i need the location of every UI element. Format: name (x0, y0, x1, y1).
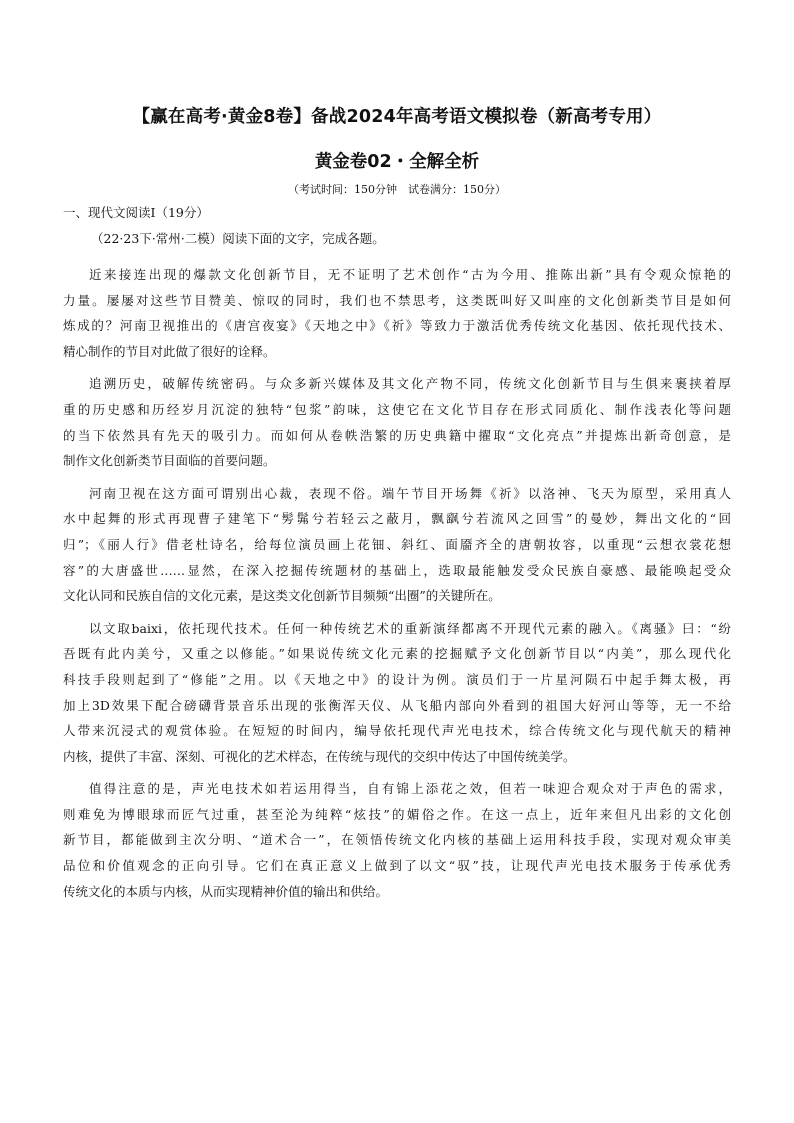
paragraph-line: 近来接连出现的爆款文化创新节目，无不证明了艺术创作“古为今用、推陈出新”具有令观众惊艳的 (89, 267, 731, 282)
paragraph-1 (63, 262, 731, 364)
paragraph-line: 归”；《丽人行》借老杜诗名，给每位演员画上花钿、斜红、面靥齐全的唐朝妆容，以重现“云想衣裳花想 (63, 536, 731, 552)
paragraph-line: 科技手段则起到了“修能”之用。以《天地之中》的设计为例。演员们于一片星河陨石中起手舞太极，再 (63, 671, 731, 687)
document-subtitle: 黄金卷02・全解全析 (314, 152, 480, 172)
document-title: 【赢在高考·黄金8卷】备战2024年高考语文模拟卷（新高考专用） (132, 107, 662, 127)
paragraph-line: 力量。屡屡对这些节目赞美、惊叹的同时，我们也不禁思考，这类既叫好又叫座的文化创新类节目是如何 (63, 292, 731, 308)
paragraph-line: 加上3D效果下配合磅礴背景音乐出现的张衡浑天仪、从飞船内部向外看到的祖国大好河山等等，无一不给 (63, 697, 731, 713)
question-source: （22·23下·常州·二模）阅读下面的文字，完成各题。 (91, 231, 385, 246)
paragraph-line: 水中起舞的形式再现曹子建笔下“髣髴兮若轻云之蔽月，飘飖兮若流风之回雪”的曼妙，舞出文化的“回 (63, 511, 731, 527)
paragraph-line: 重的历史感和历经岁月沉淀的独特“包浆”韵味，这使它在文化节目存在形式同质化、制作浅表化等问题 (63, 401, 731, 417)
paragraph-line: 精心制作的节目对此做了很好的诠释。 (63, 343, 276, 359)
paragraph-line: 内核，提供了丰富、深刻、可视化的艺术样态，在传统与现代的交织中传达了中国传统美学。 (63, 748, 576, 764)
paragraph-line: 以文取baixi，依托现代技术。任何一种传统艺术的重新演绎都离不开现代元素的融入。《离骚》曰：“纷 (89, 620, 731, 636)
paragraph-line: 的当下依然具有先天的吸引力。而如何从卷帙浩繁的历史典籍中擢取“文化亮点”并提炼出新奇创意，是 (63, 427, 731, 443)
paragraph-line: 值得注意的是，声光电技术如若运用得当，自有锦上添花之效，但若一味迎合观众对于声色的需求， (89, 781, 731, 797)
paragraph-line: 制作文化创新类节目面临的首要问题。 (63, 453, 276, 469)
paragraph-4 (63, 616, 731, 770)
paragraph-line: 则难免为博眼球而匠气过重，甚至沦为纯粹“炫技”的媚俗之作。在这一点上，近年来但凡出彩的文化创 (63, 806, 731, 822)
section-heading: 一、现代文阅读Ⅰ（19分） (63, 205, 209, 220)
paragraph-line: 传统文化的本质与内核，从而实现精神价值的输出和供给。 (63, 883, 389, 899)
reading-passage (63, 262, 731, 911)
paragraph-line: 品位和价值观念的正向引导。它们在真正意义上做到了以文“驭”技，让现代声光电技术服务于传承优秀 (63, 858, 731, 874)
paragraph-3 (63, 481, 731, 609)
paragraph-line: 追溯历史，破解传统密码。与众多新兴媒体及其文化产物不同，传统文化创新节目与生俱来裹挟着厚 (89, 376, 731, 392)
paragraph-line: 人带来沉浸式的观赏体验。在短短的时间内，编导依托现代声光电技术，综合传统文化与现代航天的精神 (63, 723, 731, 739)
exam-info: （考试时间：150分钟 试卷满分：150分） (288, 183, 506, 196)
paragraph-2 (63, 371, 731, 473)
paragraph-line: 炼成的？河南卫视推出的《唐宫夜宴》《天地之中》《祈》等致力于激活优秀传统文化基因、依托现代技术、 (63, 318, 731, 334)
paragraph-line: 河南卫视在这方面可谓别出心裁，表现不俗。端午节目开场舞《祈》以洛神、飞天为原型，采用真人 (89, 485, 731, 501)
paragraph-line: 新节目，都能做到主次分明、“道术合一”，在领悟传统文化内核的基础上运用科技手段，实现对观众审美 (63, 832, 731, 848)
paragraph-line: 吾既有此内美兮，又重之以修能。”如果说传统文化元素的挖掘赋予文化创新节目以“内美”，那么现代化 (63, 646, 731, 662)
paragraph-line: 容”的大唐盛世……显然，在深入挖掘传统题材的基础上，选取最能触发受众民族自豪感、最能唤起受众 (63, 562, 731, 578)
paragraph-5 (63, 776, 731, 904)
paragraph-line: 文化认同和民族自信的文化元素，是这类文化创新节目频频“出圈”的关键所在。 (63, 588, 501, 604)
